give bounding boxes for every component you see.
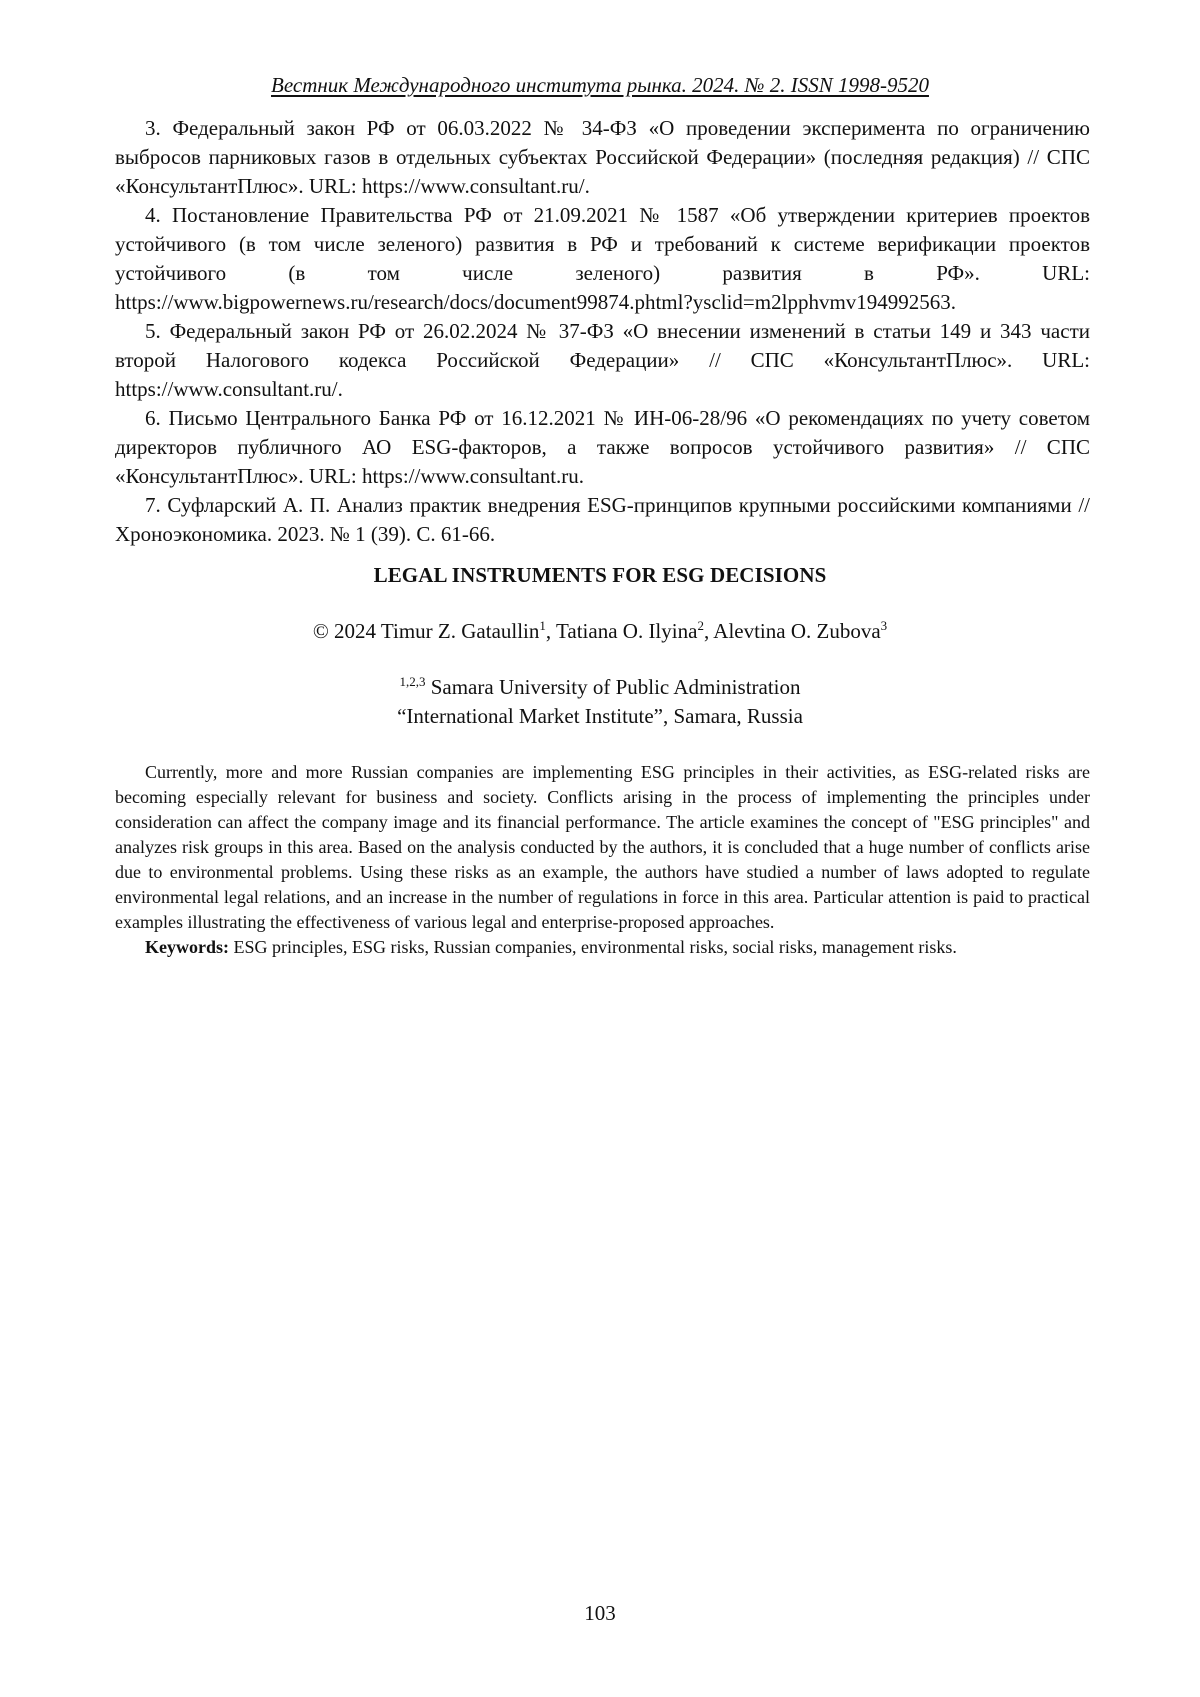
abstract-text: Currently, more and more Russian companies are implementing ESG principles in their activities, as ESG-related risks are becoming especially relevant for business and society. Conflicts arising in the process of implementing the principles under consideration can affect the company image and its financial performance. The article examines the concept of "ESG principles" and analyzes risk groups in this area. Based on the analysis conducted by the authors, it is concluded that a huge number of conflicts arise due to environmental problems. Using these risks as an example, the authors have studied a number of laws adopted to regulate environmental legal relations, and an increase in the number of regulations in force in this area. Particular attention is paid to practical examples illustrating the effectiveness of various legal and enterprise-proposed approaches. — [115, 762, 1090, 932]
author-mark: 3 — [880, 618, 888, 633]
running-header: Вестник Международного института рынка. 2024. № 2. ISSN 1998-9520 — [271, 73, 929, 97]
reference-item-5: 5. Федеральный закон РФ от 26.02.2024 № 37-ФЗ «О внесении изменений в статьи 149 и 343 части второй Налогового кодекса Российской Федерации» // СПС «КонсультантПлюс». URL: https://www.consultant.ru/. — [115, 319, 1090, 401]
page-number: 103 — [584, 1601, 616, 1625]
reference-item-3: 3. Федеральный закон РФ от 06.03.2022 № 34-ФЗ «О проведении эксперимента по ограничению выбросов парниковых газов в отдельных субъектах Российской Федерации» (последняя редакция) // СПС «КонсультантПлюс». URL: https://www.consultant.ru/. — [115, 116, 1090, 198]
reference-list — [115, 114, 1090, 549]
affiliation-marks: 1,2,3 — [399, 674, 426, 689]
reference-item-6: 6. Письмо Центрального Банка РФ от 16.12.2021 № ИН-06-28/96 «О рекомендациях по учету советом директоров публичного АО ESG-факторов, а также вопросов устойчивого развития» // СПС «КонсультантПлюс». URL: https://www.consultant.ru. — [115, 406, 1090, 488]
keywords-paragraph — [115, 935, 1090, 960]
affiliation — [0, 673, 1200, 731]
copyright-prefix: © 2024 — [312, 619, 381, 643]
article-title: LEGAL INSTRUMENTS FOR ESG DECISIONS — [373, 563, 827, 587]
author-name: Tatiana O. Ilyina — [556, 619, 698, 643]
keywords-text: ESG principles, ESG risks, Russian companies, environmental risks, social risks, management risks. — [229, 937, 957, 957]
affiliation-name: Samara University of Public Administration — [425, 675, 801, 699]
author-name: Alevtina O. Zubova — [713, 619, 881, 643]
author-mark: 2 — [697, 618, 704, 633]
reference-item-7: 7. Суфларский А. П. Анализ практик внедрения ESG-принципов крупными российскими компаниями // Хроноэкономика. 2023. № 1 (39). С. 61-66. — [115, 493, 1090, 546]
reference-item-4: 4. Постановление Правительства РФ от 21.09.2021 № 1587 «Об утверждении критериев проектов устойчивого (в том числе зеленого) развития в РФ и требований к системе верификации проектов устойчивого (в том числе зеленого) развития в РФ». URL: https://www.bigpowernews.ru/research/docs/document99874.phtml?ysclid=m2lpphvmv194992563. — [115, 203, 1090, 314]
abstract — [115, 760, 1090, 960]
author-line — [0, 618, 1200, 644]
author-separator: , — [545, 619, 557, 643]
affiliation-line-2: “International Market Institute”, Samara, Russia — [397, 704, 803, 728]
affiliation-line-1 — [0, 673, 1200, 702]
author-mark: 1 — [539, 618, 546, 633]
author-separator: , — [703, 619, 714, 643]
author-name: Timur Z. Gataullin — [380, 619, 540, 643]
keywords-label: Keywords: — [145, 937, 229, 957]
